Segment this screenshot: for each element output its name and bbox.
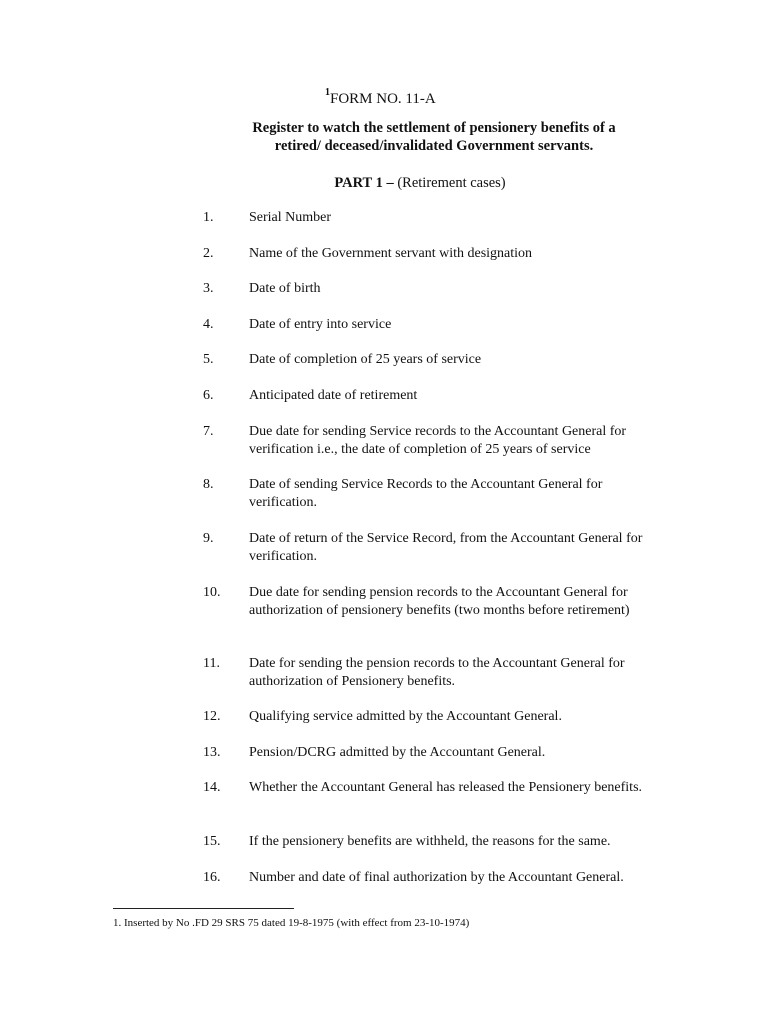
list-item: [203, 530, 663, 566]
item-text: If the pensionery benefits are withheld, the reasons for the same.: [249, 834, 611, 849]
footnote-divider: [113, 908, 294, 909]
part-description: (Retirement cases): [393, 175, 506, 191]
list-item: [203, 280, 663, 298]
item-number: 7.: [203, 424, 214, 439]
item-text: Qualifying service admitted by the Accountant General.: [249, 709, 562, 724]
list-item: [203, 584, 663, 620]
item-number: 3.: [203, 281, 214, 296]
item-text: Whether the Accountant General has released the Pensionery benefits.: [249, 780, 643, 795]
subtitle-line-2: retired/ deceased/invalidated Government servants.: [274, 138, 594, 154]
item-text: Name of the Government servant with designation: [249, 246, 533, 261]
subtitle-line-1: Register to watch the settlement of pensionery benefits of a: [252, 120, 616, 136]
list-item: [203, 833, 663, 851]
list-item: [203, 779, 663, 797]
item-number: 11.: [203, 656, 220, 671]
item-number: 8.: [203, 477, 214, 492]
item-number: 1.: [203, 210, 214, 225]
item-number: 16.: [203, 870, 221, 885]
list-item: [203, 744, 663, 762]
item-number: 10.: [203, 585, 221, 600]
part-label: PART 1 –: [334, 175, 394, 191]
list-item: [203, 655, 663, 691]
item-number: 4.: [203, 317, 214, 332]
item-text: Date of birth: [249, 281, 321, 296]
item-number: 5.: [203, 352, 214, 367]
list-item: [203, 708, 663, 726]
item-text: Number and date of final authorization by the Accountant General.: [249, 870, 624, 885]
list-item: [203, 423, 663, 459]
part-heading: [200, 173, 640, 193]
item-text: Date of sending Service Records to the Accountant General for verification.: [249, 477, 603, 510]
list-item: [203, 351, 663, 369]
item-text: Date for sending the pension records to the Accountant General for authorization of Pensionery benefits.: [249, 656, 625, 689]
item-number: 12.: [203, 709, 221, 724]
register-subtitle: [200, 119, 668, 155]
item-text: Date of return of the Service Record, from the Accountant General for verification.: [249, 531, 643, 564]
item-number: 14.: [203, 780, 221, 795]
item-number: 13.: [203, 745, 221, 760]
footnote-marker: 1: [325, 87, 330, 98]
item-text: Due date for sending Service records to the Accountant General for verification i.e., the date of completion of 25 years of service: [249, 424, 627, 457]
item-text: Due date for sending pension records to the Accountant General for authorization of pensionery benefits (two months before retirement): [249, 585, 630, 618]
list-item: [203, 869, 663, 887]
form-number: FORM NO. 11-A: [330, 91, 436, 107]
list-item: [203, 316, 663, 334]
list-item: [203, 209, 663, 227]
item-text: Date of completion of 25 years of service: [249, 352, 482, 367]
item-number: 9.: [203, 531, 214, 546]
item-text: Serial Number: [249, 210, 332, 225]
item-number: 6.: [203, 388, 214, 403]
footnote-text: 1. Inserted by No .FD 29 SRS 75 dated 19-8-1975 (with effect from 23-10-1974): [113, 917, 470, 929]
list-item: [203, 476, 663, 512]
item-text: Date of entry into service: [249, 317, 392, 332]
form-title: [325, 89, 436, 109]
item-number: 2.: [203, 246, 214, 261]
item-text: Anticipated date of retirement: [249, 388, 418, 403]
item-text: Pension/DCRG admitted by the Accountant General.: [249, 745, 546, 760]
list-item: [203, 245, 663, 263]
item-number: 15.: [203, 834, 221, 849]
list-item: [203, 387, 663, 405]
